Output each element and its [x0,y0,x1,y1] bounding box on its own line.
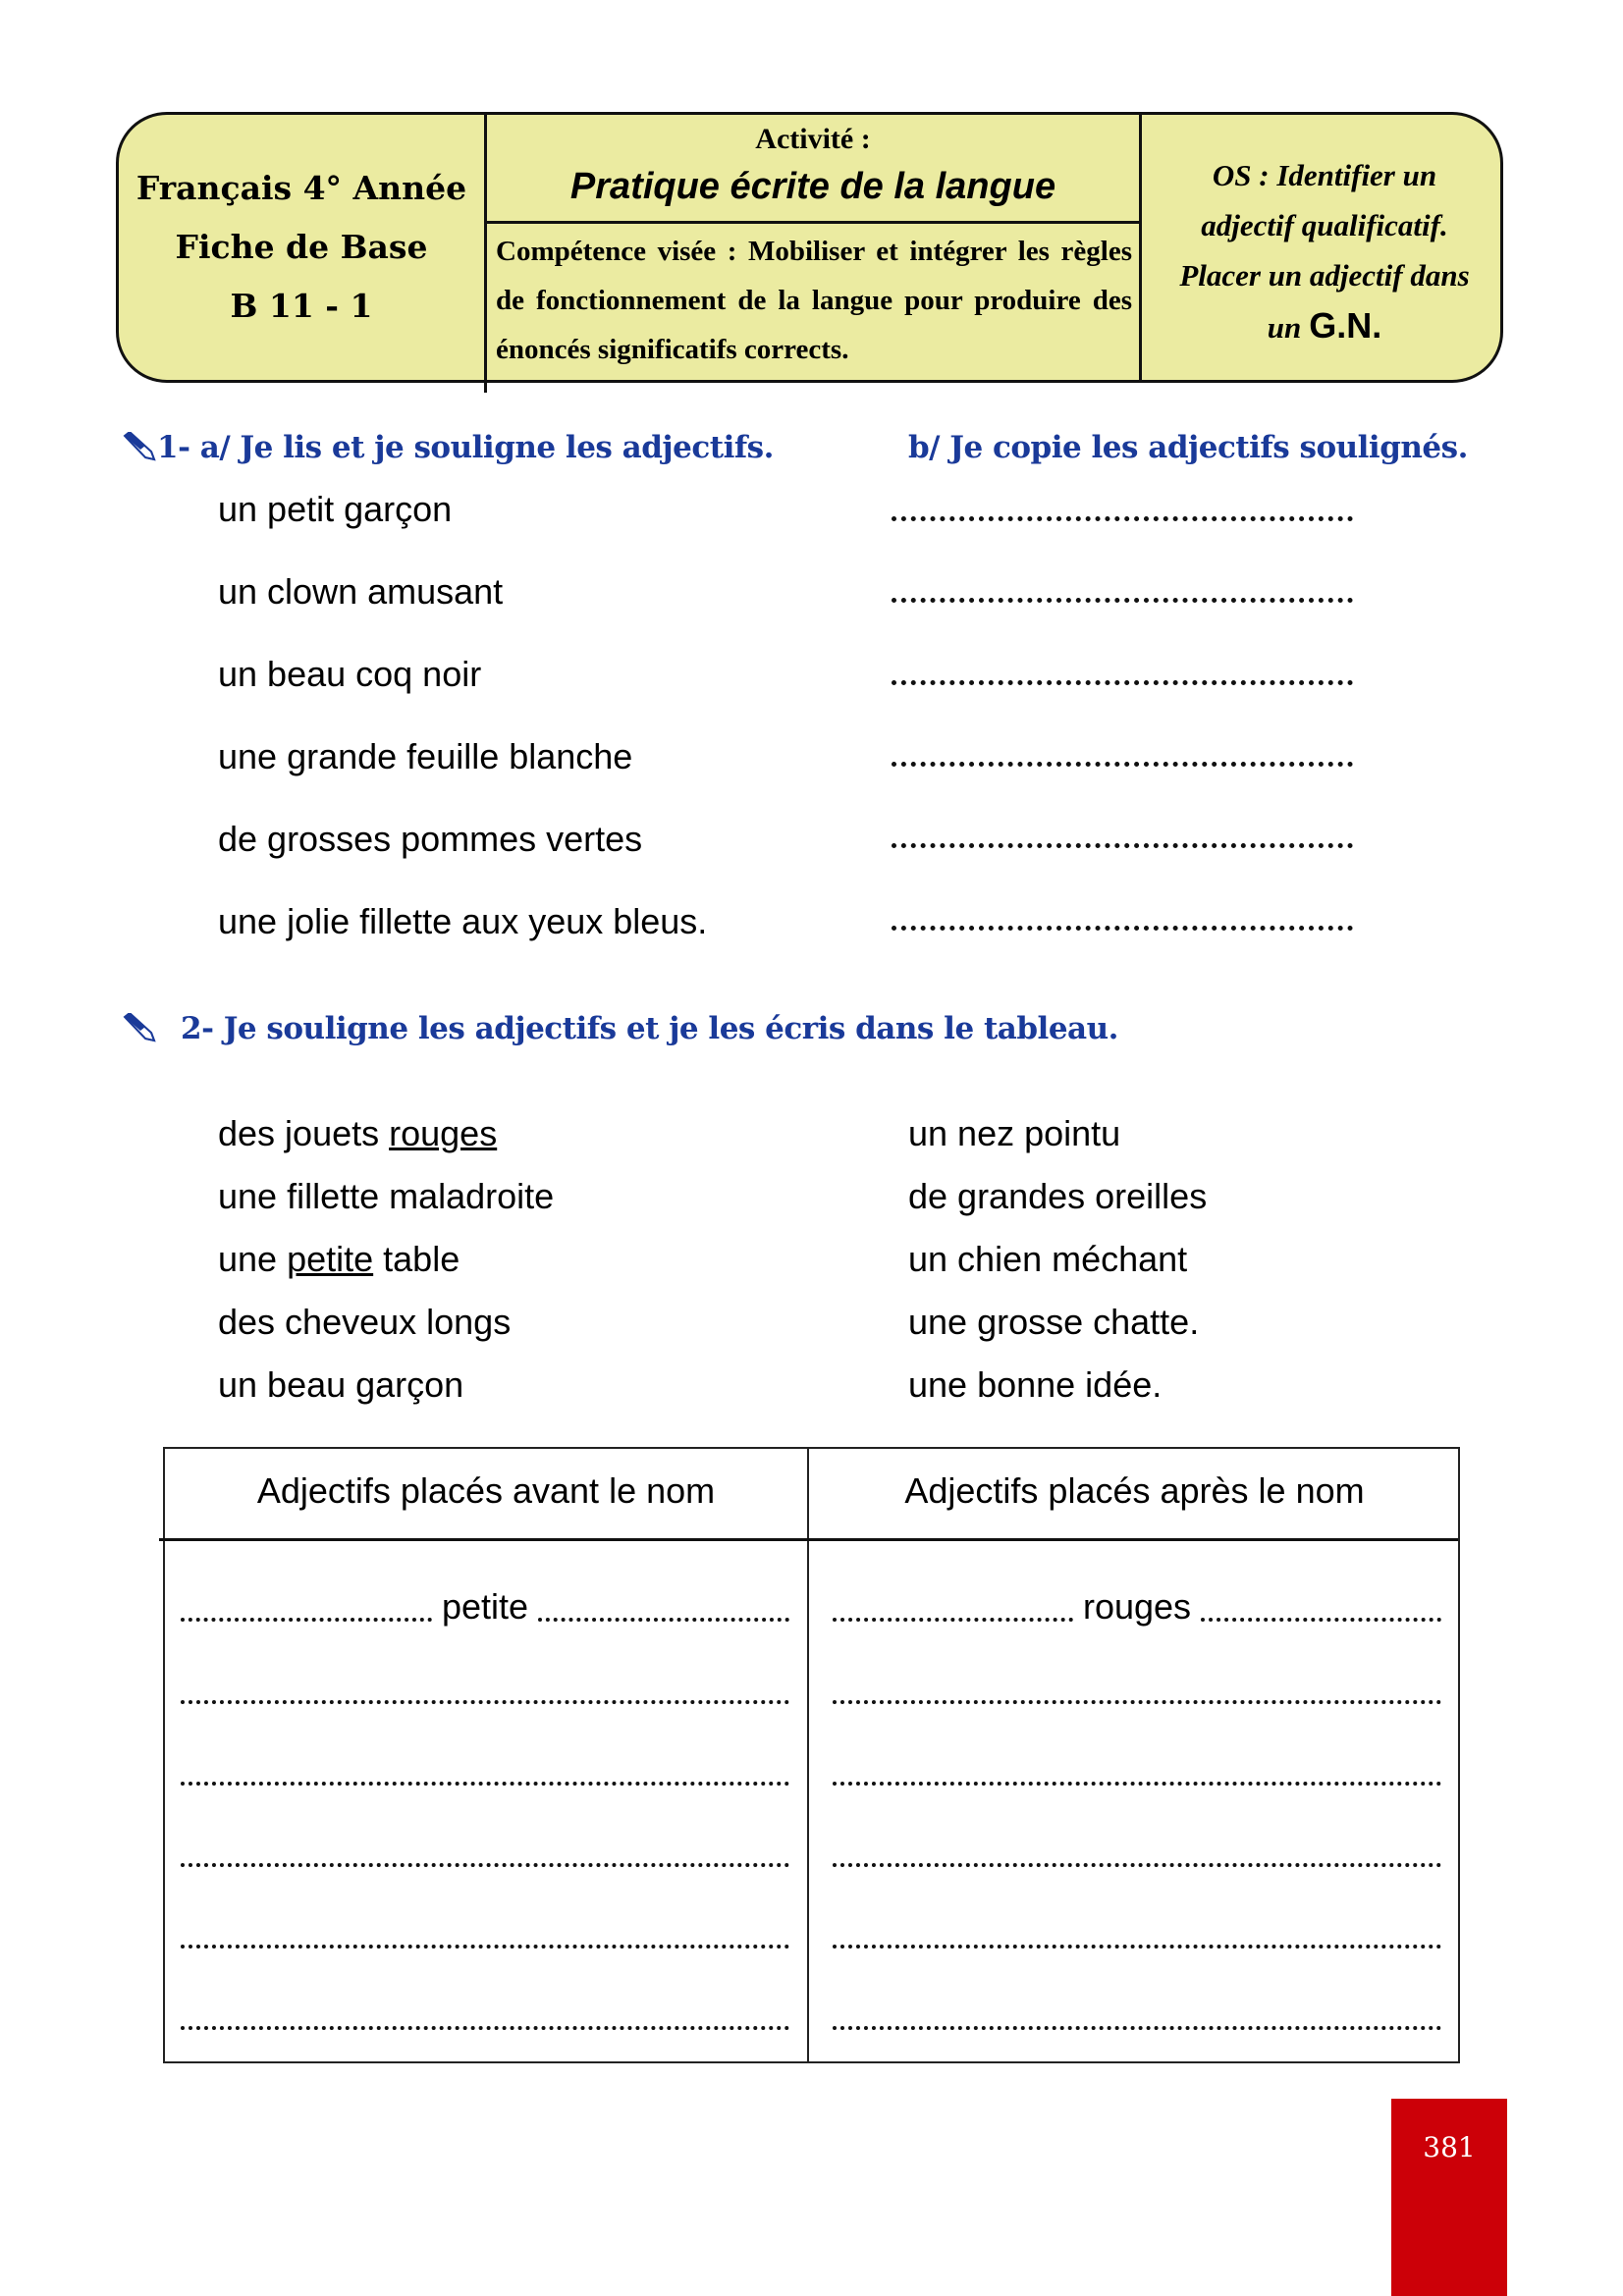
exercise2-heading [122,1011,1118,1046]
dotted-line [181,1782,789,1786]
table-header-before: Adjectifs placés avant le nom [256,1470,716,1511]
exercise2-item [218,1364,463,1406]
header-divider-right [1139,112,1142,383]
sheet-code: B 11 - 1 [230,287,373,325]
dotted-line [833,1945,1441,1949]
exercise1-item: une grande feuille blanche [218,736,633,776]
objective-line: Placer un adjectif dans [1179,258,1470,293]
item-text: table [373,1239,460,1279]
item-text: un beau garçon [218,1364,464,1405]
answer-line-3[interactable] [892,680,1353,685]
exercise2-item [218,1239,460,1280]
table-cell[interactable] [833,1750,1441,1791]
pencil-icon [122,1013,157,1042]
activity-label: Activité : [755,123,871,155]
competence-text: Compétence visée : Mobiliser et intégrer les règles de fonctionnement de la langue pour produire des énoncés significatifs corrects. [496,236,1132,365]
exercise1-item: un petit garçon [218,489,453,529]
table-cell[interactable] [181,1669,789,1710]
heading-text: 1- a/ Je lis et je souligne les adjectifs. [157,430,774,465]
table-cell[interactable] [833,1669,1441,1710]
objective-line [1145,300,1504,352]
objective-line: OS : Identifier un [1212,158,1437,192]
exercise2-item: une bonne idée. [908,1364,1163,1405]
heading-text: 2- Je souligne les adjectifs et je les écris dans le tableau. [181,1011,1118,1046]
page-number: 381 [1423,2131,1476,2163]
table-header-after: Adjectifs placés après le nom [904,1470,1365,1511]
table-cell[interactable] [181,1832,789,1873]
exercise1-heading-a [122,430,774,465]
objective-abbr: G.N. [1309,305,1382,346]
course-info [119,115,484,380]
adjective-table [163,1447,1460,2063]
dotted-line [833,2026,1441,2030]
table-cell[interactable] [833,1586,1441,1628]
dotted-line [181,1863,789,1867]
activity-title: Pratique écrite de la langue [569,166,1056,207]
pencil-icon [122,432,157,461]
dotted-line [181,1618,432,1622]
answer-line-4[interactable] [892,762,1353,767]
table-cell[interactable] [833,1913,1441,1954]
exercise2-item: une grosse chatte. [908,1302,1200,1342]
exercise2-item: un nez pointu [908,1113,1121,1153]
table-cell[interactable] [833,1832,1441,1873]
item-text: une [218,1239,288,1279]
dotted-line [833,1863,1441,1867]
objective-line: adjectif qualificatif. [1201,208,1448,242]
table-cell[interactable] [181,1995,789,2036]
exercise2-item [218,1176,554,1217]
answer-line-2[interactable] [892,598,1353,603]
worksheet-header [116,112,1503,383]
exercise2-item [218,1302,511,1343]
objective-prefix: un [1267,310,1302,345]
exercise1-item: une jolie fillette aux yeux bleus. [218,901,708,941]
underlined-adjective: rouges [389,1113,498,1153]
exercise1-item: de grosses pommes vertes [218,819,643,859]
header-divider-horizontal [487,221,1139,224]
exercise1-heading-b: b/ Je copie les adjectifs soulignés. [908,430,1468,465]
table-cell[interactable] [181,1750,789,1791]
exercise2-item: un chien méchant [908,1239,1188,1279]
course-level: Français 4° Année [135,169,467,207]
exercise1-item: un clown amusant [218,571,504,612]
dotted-line [833,1700,1441,1704]
table-header-divider [159,1538,1458,1541]
table-cell[interactable] [833,1995,1441,2036]
sheet-type: Fiche de Base [175,228,428,266]
dotted-line [181,2026,789,2030]
exercise1-item: un beau coq noir [218,654,482,694]
answer-line-1[interactable] [892,516,1353,521]
dotted-line [181,1945,789,1949]
item-text: une fillette maladroite [218,1176,555,1216]
dotted-line [538,1618,789,1622]
table-cell[interactable] [181,1913,789,1954]
cell-value: rouges [1082,1586,1192,1627]
dotted-line [833,1782,1441,1786]
table-cell[interactable] [181,1586,789,1628]
exercise2-item [218,1113,497,1154]
dotted-line [1201,1618,1441,1622]
specific-objective [1145,150,1504,352]
item-text: des cheveux longs [218,1302,512,1342]
answer-line-6[interactable] [892,926,1353,931]
page-number-tab [1391,2099,1507,2296]
exercise2-item: de grandes oreilles [908,1176,1208,1216]
answer-line-5[interactable] [892,843,1353,848]
item-text: des jouets [218,1113,390,1153]
dotted-line [181,1700,789,1704]
cell-value: petite [441,1586,529,1627]
underlined-adjective: petite [287,1239,374,1279]
dotted-line [833,1618,1073,1622]
